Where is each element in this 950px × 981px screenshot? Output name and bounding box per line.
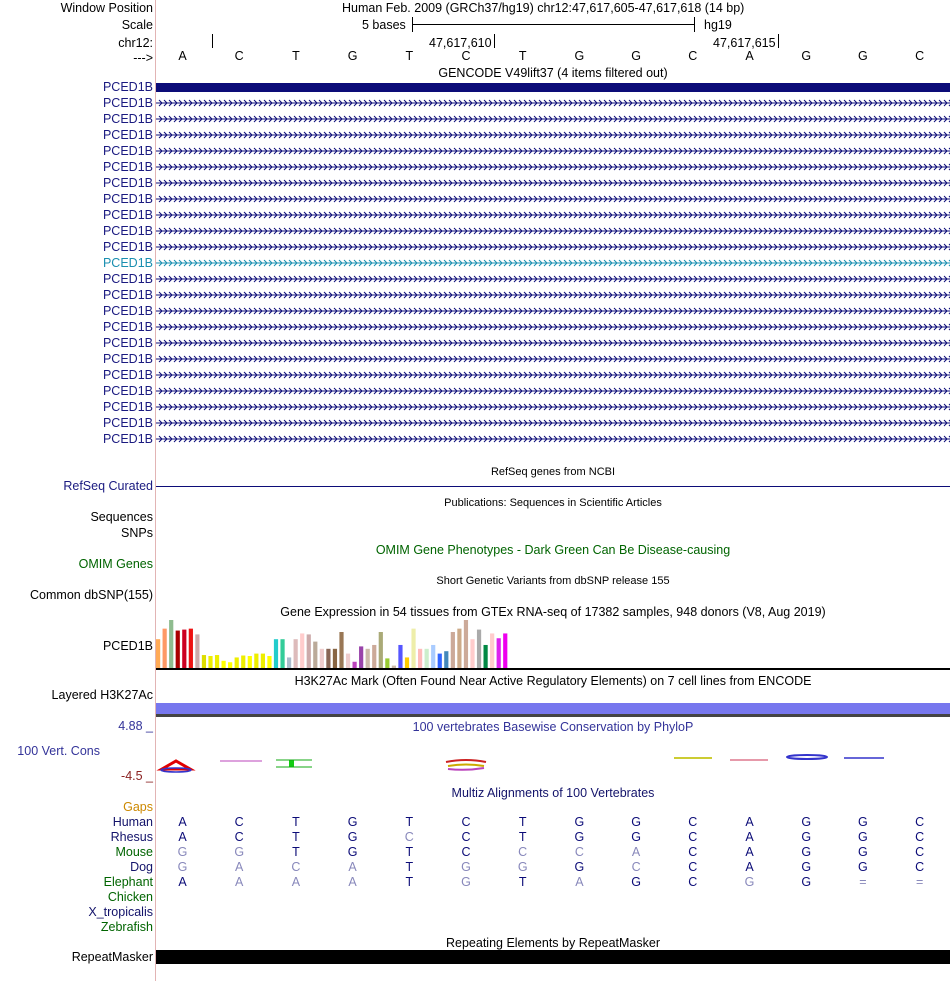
gencode-transcript-label[interactable]: PCED1B <box>102 96 153 110</box>
gencode-transcript-line[interactable] <box>156 226 950 236</box>
alignment-base: G <box>858 845 868 859</box>
scale-bar-right-tick <box>694 17 695 32</box>
gtex-tissue-bar[interactable] <box>169 620 173 668</box>
strand-label: ---> <box>133 51 153 65</box>
alignment-base: A <box>745 845 754 859</box>
gencode-transcript-line[interactable] <box>156 98 950 108</box>
alignment-base: = <box>859 875 867 889</box>
track-area <box>156 0 950 981</box>
gtex-tissue-bar[interactable] <box>339 632 343 668</box>
gtex-tissue-bar[interactable] <box>313 642 317 668</box>
refseq-gene-line[interactable] <box>156 486 950 487</box>
alignment-base: G <box>461 860 471 874</box>
gencode-transcript-label[interactable]: PCED1B <box>102 304 153 318</box>
species-label[interactable]: Dog <box>130 860 153 874</box>
ruler-base: G <box>631 49 641 63</box>
phylop-logo-a <box>161 761 191 772</box>
alignment-base: C <box>915 845 925 859</box>
scale-label: Scale <box>121 18 153 32</box>
scale-text: 5 bases <box>362 18 406 32</box>
alignment-base: C <box>291 860 301 874</box>
dbsnp-label[interactable]: Common dbSNP(155) <box>30 588 153 602</box>
h3k27ac-signal[interactable] <box>156 703 950 714</box>
alignment-base: C <box>461 815 471 829</box>
alignment-base: A <box>631 845 641 859</box>
gencode-transcript-line[interactable] <box>156 146 950 156</box>
alignment-base: G <box>631 830 641 844</box>
gtex-tissue-bar[interactable] <box>425 649 429 668</box>
alignment-base: T <box>405 860 414 874</box>
gencode-transcript-label[interactable]: PCED1B <box>102 416 153 430</box>
repeatmasker-label[interactable]: RepeatMasker <box>71 950 153 964</box>
gtex-tissue-bar[interactable] <box>333 649 337 668</box>
gencode-transcript-label[interactable]: PCED1B <box>102 272 153 286</box>
gencode-transcript-line[interactable] <box>156 306 950 316</box>
gtex-tissue-bar[interactable] <box>287 657 291 668</box>
gtex-tissue-bar[interactable] <box>202 655 206 668</box>
ruler-base: A <box>745 49 754 63</box>
gtex-tissue-bar[interactable] <box>248 656 252 668</box>
ruler-base: A <box>178 49 187 63</box>
alignment-base: A <box>235 875 244 889</box>
chrom-label: chr12: <box>118 36 153 50</box>
gtex-tissue-bar[interactable] <box>163 629 167 668</box>
alignment-base: G <box>858 830 868 844</box>
gtex-tissue-bar[interactable] <box>274 639 278 668</box>
gtex-tissue-bar[interactable] <box>176 631 180 668</box>
alignment-base: G <box>347 815 358 829</box>
alignment-base: C <box>461 830 471 844</box>
alignment-base: G <box>744 875 755 889</box>
alignment-base: T <box>518 830 527 844</box>
alignment-base: T <box>405 845 414 859</box>
alignment-base: = <box>915 875 924 889</box>
alignment-base: A <box>348 875 357 889</box>
alignment-base: G <box>461 875 471 889</box>
gencode-transcript-label[interactable]: PCED1B <box>102 160 153 174</box>
alignment-base: G <box>177 860 188 874</box>
alignment-base: G <box>574 860 585 874</box>
alignment-base: G <box>347 830 358 844</box>
alignment-base: G <box>347 845 358 859</box>
gtex-tissue-bar[interactable] <box>261 654 265 668</box>
gtex-tissue-bar[interactable] <box>208 656 212 668</box>
alignment-base: G <box>801 830 812 844</box>
alignment-base: G <box>574 815 585 829</box>
gencode-transcript-line[interactable] <box>156 210 950 220</box>
scale-bar <box>412 24 695 25</box>
h3k27ac-baseline <box>156 714 950 717</box>
gtex-tissue-bar[interactable] <box>189 629 193 668</box>
alignment-base: G <box>631 815 641 829</box>
gtex-tissue-bar[interactable] <box>385 658 389 668</box>
alignment-base: A <box>745 815 754 829</box>
alignment-base: G <box>177 845 188 859</box>
ruler-tick-0 <box>212 34 213 48</box>
gencode-transcript-label[interactable]: PCED1B <box>102 384 153 398</box>
coord-2: 47,617,615 <box>713 36 776 50</box>
alignment-base: C <box>915 860 925 874</box>
phylop-logo-g2 <box>787 755 827 759</box>
gencode-transcript-line[interactable] <box>156 242 950 252</box>
gencode-transcript-label[interactable]: PCED1B <box>102 112 153 126</box>
gtex-tissue-bar[interactable] <box>418 649 422 668</box>
gencode-title: GENCODE V49lift37 (4 items filtered out) <box>438 66 668 80</box>
alignment-base: C <box>688 860 698 874</box>
gencode-top-label[interactable]: PCED1B <box>102 80 153 94</box>
gtex-tissue-bar[interactable] <box>411 629 415 668</box>
alignment-base: A <box>178 875 187 889</box>
gencode-transcript-line[interactable] <box>156 274 950 284</box>
species-label[interactable]: Human <box>112 815 153 829</box>
alignment-base: T <box>405 875 414 889</box>
gtex-tissue-bar[interactable] <box>484 645 488 668</box>
gtex-tissue-bar[interactable] <box>254 654 258 668</box>
species-label[interactable]: Rhesus <box>110 830 153 844</box>
refseq-label[interactable]: RefSeq Curated <box>63 479 153 493</box>
gencode-transcript-line[interactable] <box>156 402 950 412</box>
phylop-logo <box>156 740 950 780</box>
alignment-base: C <box>915 830 925 844</box>
ruler-base: C <box>234 49 244 63</box>
gtex-tissue-bar[interactable] <box>182 630 186 668</box>
gencode-transcript-line[interactable] <box>156 178 950 188</box>
gencode-transcript-line[interactable] <box>156 354 950 364</box>
publications-title: Publications: Sequences in Scientific Articles <box>444 497 662 509</box>
species-label[interactable]: Zebrafish <box>100 920 153 934</box>
gencode-transcript-label[interactable]: PCED1B <box>102 144 153 158</box>
gtex-tissue-bar[interactable] <box>444 651 448 668</box>
alignment-base: G <box>631 875 641 889</box>
gaps-label: Gaps <box>123 800 153 814</box>
gtex-tissue-bar[interactable] <box>359 646 363 668</box>
species-label[interactable]: X_tropicalis <box>88 905 153 919</box>
ruler-base: T <box>405 49 414 63</box>
gtex-tissue-bar[interactable] <box>326 649 330 668</box>
alignment-base: G <box>801 860 812 874</box>
phylop-label[interactable]: 100 Vert. Cons <box>17 744 100 758</box>
ruler-tick-1 <box>494 34 495 48</box>
gtex-tissue-bar[interactable] <box>470 639 474 668</box>
assembly-text: hg19 <box>704 18 732 32</box>
alignment-base: C <box>234 815 244 829</box>
repeatmasker-element[interactable] <box>156 950 950 964</box>
alignment-base: C <box>234 830 244 844</box>
alignment-base: C <box>688 845 698 859</box>
multiz-title: Multiz Alignments of 100 Vertebrates <box>451 786 655 800</box>
gencode-transcript-label[interactable]: PCED1B <box>102 336 153 350</box>
gtex-tissue-bar[interactable] <box>235 657 239 668</box>
gtex-tissue-bar[interactable] <box>241 656 245 668</box>
gtex-tissue-bar[interactable] <box>372 645 376 668</box>
phylop-logo-c2 <box>446 760 486 770</box>
gtex-baseline <box>156 668 950 670</box>
gtex-tissue-bar[interactable] <box>156 639 160 668</box>
gencode-transcript-line[interactable] <box>156 338 950 348</box>
alignment-base: C <box>518 845 528 859</box>
coord-1: 47,617,610 <box>429 36 492 50</box>
alignment-base: G <box>801 845 812 859</box>
alignment-base: A <box>745 860 754 874</box>
alignment-base: A <box>575 875 584 889</box>
gencode-transcript-label[interactable]: PCED1B <box>102 368 153 382</box>
ruler-base: C <box>461 49 471 63</box>
gtex-tissue-bar[interactable] <box>294 639 298 668</box>
gtex-tissue-bar[interactable] <box>267 656 271 668</box>
gtex-tissue-bar[interactable] <box>222 661 226 668</box>
alignment-base: C <box>404 830 414 844</box>
gencode-transcript-label[interactable]: PCED1B <box>102 224 153 238</box>
h3k27ac-title: H3K27Ac Mark (Often Found Near Active Regulatory Elements) on 7 cell lines from ENCODE <box>294 674 812 688</box>
phylop-min: -4.5 _ <box>121 769 153 783</box>
alignment-base: C <box>631 860 641 874</box>
gtex-tissue-bar[interactable] <box>438 654 442 668</box>
alignment-base: G <box>801 875 812 889</box>
alignment-base: G <box>858 860 868 874</box>
alignment-base: C <box>461 845 471 859</box>
alignment-base: C <box>688 815 698 829</box>
gencode-transcript-label[interactable]: PCED1B <box>102 240 153 254</box>
ruler-base: G <box>574 49 585 63</box>
gencode-transcript-line[interactable] <box>156 322 950 332</box>
ruler-base: T <box>292 49 300 63</box>
gtex-tissue-bar[interactable] <box>300 633 304 668</box>
gencode-transcript-label[interactable]: PCED1B <box>102 432 153 446</box>
gencode-transcript-label[interactable]: PCED1B <box>102 128 153 142</box>
gencode-transcript-label[interactable]: PCED1B <box>102 288 153 302</box>
gtex-tissue-bar[interactable] <box>497 638 501 668</box>
gtex-tissue-bar[interactable] <box>215 655 219 668</box>
gtex-tissue-bar[interactable] <box>451 632 455 668</box>
gtex-tissue-bar[interactable] <box>195 634 199 668</box>
position-text: Human Feb. 2009 (GRCh37/hg19) chr12:47,617,605-47,617,618 (14 bp) <box>342 1 745 15</box>
gencode-transcript-line[interactable] <box>156 370 950 380</box>
ruler-base: G <box>858 49 868 63</box>
ruler-base: T <box>518 49 527 63</box>
alignment-base: T <box>518 875 527 889</box>
gencode-transcript-line[interactable] <box>156 130 950 140</box>
phylop-title: 100 vertebrates Basewise Conservation by PhyloP <box>412 720 694 734</box>
species-label[interactable]: Mouse <box>115 845 153 859</box>
gtex-tissue-bar[interactable] <box>307 634 311 668</box>
alignment-base: T <box>292 830 300 844</box>
gencode-transcript-line[interactable] <box>156 258 950 268</box>
alignment-base: A <box>235 860 244 874</box>
ruler-base: G <box>801 49 812 63</box>
gencode-transcript-label[interactable]: PCED1B <box>102 320 153 334</box>
ruler-base: C <box>688 49 698 63</box>
alignment-base: C <box>688 830 698 844</box>
refseq-title: RefSeq genes from NCBI <box>490 466 616 478</box>
alignment-base: T <box>292 845 300 859</box>
alignment-base: A <box>745 830 754 844</box>
phylop-logo-t <box>276 760 312 767</box>
gtex-tissue-bar[interactable] <box>366 649 370 668</box>
gtex-tissue-bar[interactable] <box>457 629 461 668</box>
sequences-label[interactable]: Sequences <box>90 510 153 524</box>
alignment-base: C <box>688 875 698 889</box>
gencode-transcript-line[interactable] <box>156 386 950 396</box>
ruler-base: C <box>915 49 925 63</box>
ruler-base: G <box>347 49 358 63</box>
phylop-max: 4.88 _ <box>118 719 153 733</box>
alignment-base: G <box>517 860 528 874</box>
gencode-transcript-label[interactable]: PCED1B <box>102 208 153 222</box>
window-position-label: Window Position <box>60 1 153 15</box>
gencode-transcript-line[interactable] <box>156 194 950 204</box>
gtex-tissue-bar[interactable] <box>431 645 435 668</box>
alignment-base: C <box>574 845 584 859</box>
alignment-base: G <box>574 830 585 844</box>
gtex-tissue-bar[interactable] <box>398 645 402 668</box>
track-labels <box>0 0 153 981</box>
gencode-transcript-line[interactable] <box>156 418 950 428</box>
gencode-transcript-line[interactable] <box>156 434 950 444</box>
gencode-transcript-line[interactable] <box>156 114 950 124</box>
repeatmasker-title: Repeating Elements by RepeatMasker <box>445 936 660 950</box>
gtex-tissue-bar[interactable] <box>320 649 324 668</box>
gencode-transcript-label[interactable]: PCED1B <box>102 256 153 270</box>
gtex-title: Gene Expression in 54 tissues from GTEx RNA-seq of 17382 samples, 948 donors (V8, Aug 2019) <box>280 605 826 619</box>
ruler-tick-2 <box>778 34 779 48</box>
alignment-base: G <box>858 815 868 829</box>
alignment-base: A <box>291 875 301 889</box>
gtex-tissue-bar[interactable] <box>280 639 284 668</box>
gtex-tissue-bar[interactable] <box>490 633 494 668</box>
gtex-bar-chart <box>156 619 556 669</box>
scale-bar-left-tick <box>412 17 413 32</box>
gtex-tissue-bar[interactable] <box>405 657 409 668</box>
species-label[interactable]: Chicken <box>107 890 153 904</box>
alignment-base: T <box>292 815 300 829</box>
alignment-base: G <box>234 845 245 859</box>
omim-label[interactable]: OMIM Genes <box>78 557 153 571</box>
gencode-transcript-label[interactable]: PCED1B <box>102 176 153 190</box>
snps-label[interactable]: SNPs <box>121 526 153 540</box>
alignment-base: A <box>348 860 357 874</box>
gtex-tissue-bar[interactable] <box>346 654 350 668</box>
omim-title: OMIM Gene Phenotypes - Dark Green Can Be Disease-causing <box>375 543 731 557</box>
gencode-transcript-label[interactable]: PCED1B <box>102 400 153 414</box>
gtex-tissue-bar[interactable] <box>477 630 481 668</box>
h3k27ac-label[interactable]: Layered H3K27Ac <box>51 688 153 702</box>
alignment-base: A <box>178 830 187 844</box>
species-label[interactable]: Elephant <box>103 875 153 889</box>
gtex-label[interactable]: PCED1B <box>102 639 153 653</box>
alignment-base: C <box>915 815 925 829</box>
gtex-tissue-bar[interactable] <box>503 633 507 668</box>
gencode-top-bar[interactable] <box>156 83 950 92</box>
gencode-transcript-line[interactable] <box>156 290 950 300</box>
alignment-base: G <box>801 815 812 829</box>
gencode-transcript-label[interactable]: PCED1B <box>102 352 153 366</box>
alignment-base: A <box>178 815 187 829</box>
gencode-transcript-line[interactable] <box>156 162 950 172</box>
gtex-tissue-bar[interactable] <box>464 620 468 668</box>
dbsnp-title: Short Genetic Variants from dbSNP release 155 <box>436 575 670 587</box>
gencode-transcript-label[interactable]: PCED1B <box>102 192 153 206</box>
gtex-tissue-bar[interactable] <box>379 632 383 668</box>
alignment-base: T <box>405 815 414 829</box>
alignment-base: T <box>518 815 527 829</box>
